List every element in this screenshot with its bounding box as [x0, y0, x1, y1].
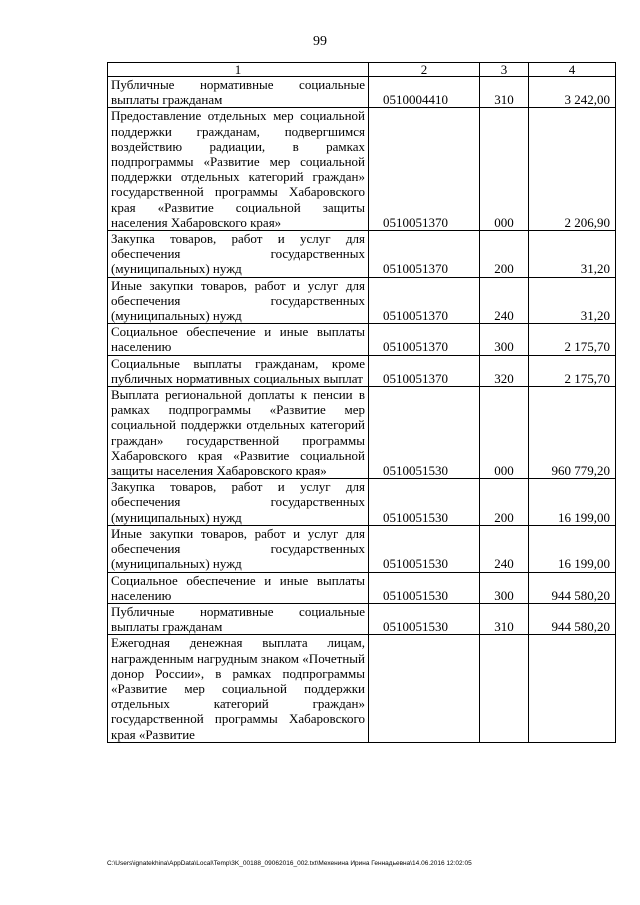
table-row: [108, 231, 616, 278]
row-amount: 16 199,00: [529, 525, 616, 572]
table-row: [108, 324, 616, 355]
row-target-code: 0510051530: [369, 603, 480, 634]
row-amount: 2 175,70: [529, 355, 616, 386]
row-amount: 16 199,00: [529, 479, 616, 526]
row-name: Социальное обеспечение и иные выплаты населению: [108, 324, 369, 355]
file-path-footer: C:\Users\ignatekhina\AppData\Local\Temp\3K_00188_09062016_002.txt\Мехенина Ирина Геннадьевна\14.06.2016 12:02:05: [107, 860, 472, 867]
row-name: Предоставление отдельных мер социальной поддержки гражданам, подвергшимся воздействию радиации, в рамках подпрограммы «Развитие мер социальной поддержки отдельных категорий граждан» государственной программы Хабаровского края «Развитие социальной защиты населения Хабаровского края»: [108, 108, 369, 231]
row-name: Выплата региональной доплаты к пенсии в рамках подпрограммы «Развитие мер социальной поддержки отдельных категорий граждан» государственной программы Хабаровского края «Развитие социальной защиты населения Хабаровского края»: [108, 387, 369, 479]
row-expense-type: 200: [480, 231, 529, 278]
table-row: [108, 387, 616, 479]
row-name: Публичные нормативные социальные выплаты гражданам: [108, 77, 369, 108]
header-col-4: 4: [529, 63, 616, 77]
row-target-code: 0510051530: [369, 572, 480, 603]
row-name: Иные закупки товаров, работ и услуг для обеспечения государственных (муниципальных) нужд: [108, 525, 369, 572]
row-target-code: [369, 635, 480, 742]
row-amount: 31,20: [529, 231, 616, 278]
row-target-code: 0510051370: [369, 277, 480, 324]
row-amount: 960 779,20: [529, 387, 616, 479]
row-expense-type: 200: [480, 479, 529, 526]
row-expense-type: 310: [480, 77, 529, 108]
row-target-code: 0510051530: [369, 387, 480, 479]
header-col-1: 1: [108, 63, 369, 77]
table-row: [108, 108, 616, 231]
page-number: 99: [313, 34, 327, 49]
table-row: [108, 77, 616, 108]
row-expense-type: 240: [480, 277, 529, 324]
row-expense-type: 300: [480, 324, 529, 355]
row-name: Публичные нормативные социальные выплаты гражданам: [108, 603, 369, 634]
row-name: Иные закупки товаров, работ и услуг для обеспечения государственных (муниципальных) нужд: [108, 277, 369, 324]
table-row: [108, 603, 616, 634]
header-col-2: 2: [369, 63, 480, 77]
row-name: Социальное обеспечение и иные выплаты населению: [108, 572, 369, 603]
row-target-code: 0510004410: [369, 77, 480, 108]
row-expense-type: 310: [480, 603, 529, 634]
row-name: Ежегодная денежная выплата лицам, награжденным нагрудным знаком «Почетный донор России», в рамках подпрограммы «Развитие мер социальной поддержки отдельных категорий граждан» государственной программы Хабаровского края «Развитие: [108, 635, 369, 742]
table-row: [108, 635, 616, 742]
row-target-code: 0510051370: [369, 355, 480, 386]
row-target-code: 0510051530: [369, 525, 480, 572]
row-expense-type: 000: [480, 108, 529, 231]
budget-table: [107, 62, 616, 743]
header-col-3: 3: [480, 63, 529, 77]
row-name: Социальные выплаты гражданам, кроме публичных нормативных социальных выплат: [108, 355, 369, 386]
row-amount: [529, 635, 616, 742]
table-row: [108, 479, 616, 526]
table-row: [108, 277, 616, 324]
row-amount: 2 206,90: [529, 108, 616, 231]
row-expense-type: 320: [480, 355, 529, 386]
row-amount: 31,20: [529, 277, 616, 324]
row-expense-type: 000: [480, 387, 529, 479]
row-expense-type: 300: [480, 572, 529, 603]
row-target-code: 0510051530: [369, 479, 480, 526]
row-name: Закупка товаров, работ и услуг для обеспечения государственных (муниципальных) нужд: [108, 479, 369, 526]
row-amount: 944 580,20: [529, 603, 616, 634]
table-row: [108, 355, 616, 386]
row-target-code: 0510051370: [369, 108, 480, 231]
row-amount: 3 242,00: [529, 77, 616, 108]
row-expense-type: [480, 635, 529, 742]
table-row: [108, 572, 616, 603]
row-amount: 944 580,20: [529, 572, 616, 603]
row-expense-type: 240: [480, 525, 529, 572]
row-amount: 2 175,70: [529, 324, 616, 355]
table-header-row: [108, 63, 616, 77]
row-name: Закупка товаров, работ и услуг для обеспечения государственных (муниципальных) нужд: [108, 231, 369, 278]
row-target-code: 0510051370: [369, 324, 480, 355]
table-row: [108, 525, 616, 572]
row-target-code: 0510051370: [369, 231, 480, 278]
